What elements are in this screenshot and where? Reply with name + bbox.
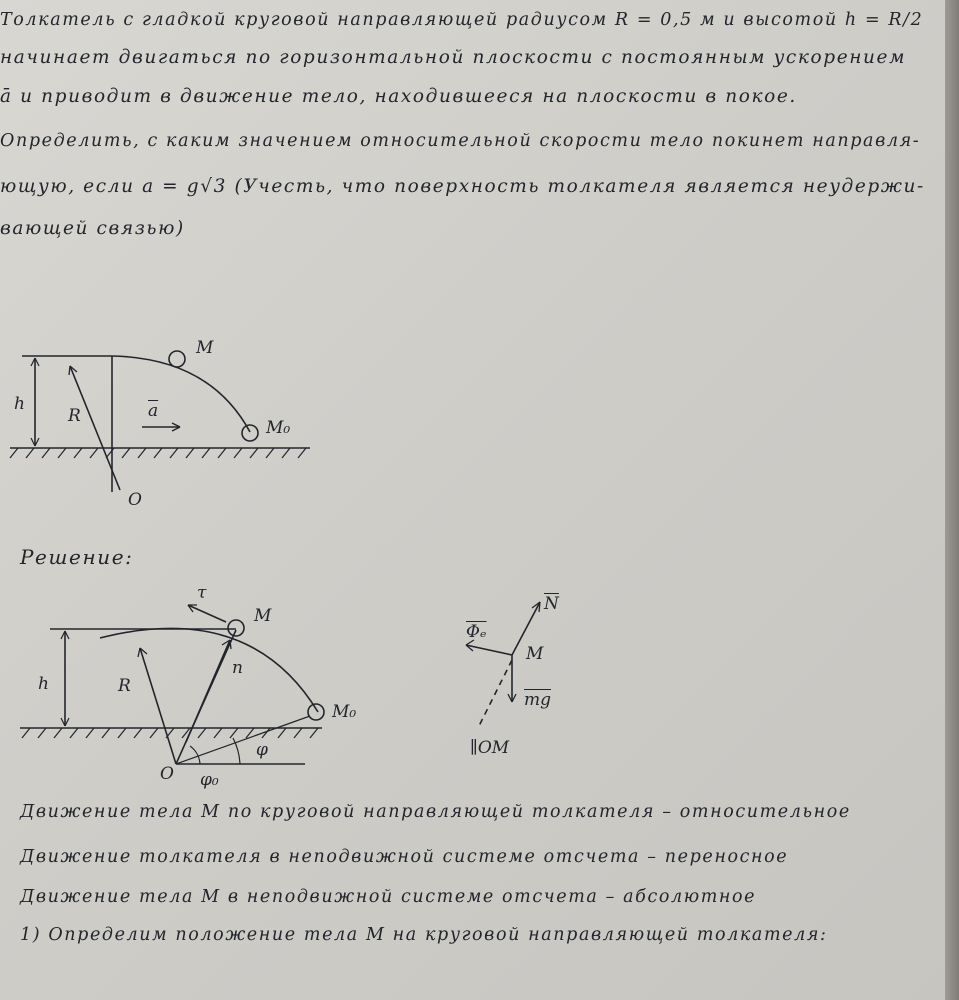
label-M-force: M [526, 644, 544, 664]
label-h-sol: h [38, 674, 49, 694]
problem-line-2: начинает двигаться по горизонтальной плоскости с постоянным ускорением [0, 47, 907, 68]
solution-heading: Решение: [20, 545, 134, 569]
solution-line-4: 1) Определим положение тела M на круговой направляющей толкателя: [20, 925, 828, 945]
label-O-sol: O [160, 764, 174, 784]
label-N: $\overline{N}$ [544, 594, 559, 614]
label-M-sol: M [254, 606, 272, 626]
problem-line-3: ā и приводит в движение тело, находившееся на плоскости в покое. [0, 86, 797, 107]
label-M: M [196, 338, 214, 358]
solution-line-1: Движение тела M по круговой направляющей толкателя – относительное [20, 802, 851, 822]
problem-line-4: Определить, с каким значением относительной скорости тело покинет направля- [0, 131, 921, 151]
page-edge-shadow [945, 0, 959, 1000]
label-n: n [232, 658, 243, 678]
label-phi0: φ₀ [200, 770, 219, 790]
label-M0: M₀ [266, 418, 291, 438]
label-O: O [128, 490, 142, 510]
label-h: h [14, 394, 25, 414]
label-phi: φ [256, 740, 268, 760]
label-M0-sol: M₀ [332, 702, 357, 722]
label-R: R [68, 406, 81, 426]
solution-line-2: Движение толкателя в неподвижной системе отсчета – переносное [20, 847, 789, 867]
label-Phi-e: $\overline{\Phi_e}$ [466, 622, 487, 642]
label-R-sol: R [118, 676, 131, 696]
label-a: $\overline{a}$ [148, 401, 159, 421]
problem-line-6: вающей связью) [0, 218, 185, 239]
problem-line-1: Толкатель с гладкой круговой направляющей радиусом R = 0,5 м и высотой h = R/2 [0, 10, 924, 30]
label-mg: $\overline{mg}$ [524, 690, 552, 710]
solution-line-3: Движение тела M в неподвижной системе отсчета – абсолютное [20, 887, 757, 907]
label-tau: τ [197, 583, 207, 603]
problem-line-5: ющую, если a = g√3 (Учесть, что поверхность толкателя является неудержи- [0, 176, 925, 197]
label-parallel-OM: ∥OM [470, 738, 510, 758]
